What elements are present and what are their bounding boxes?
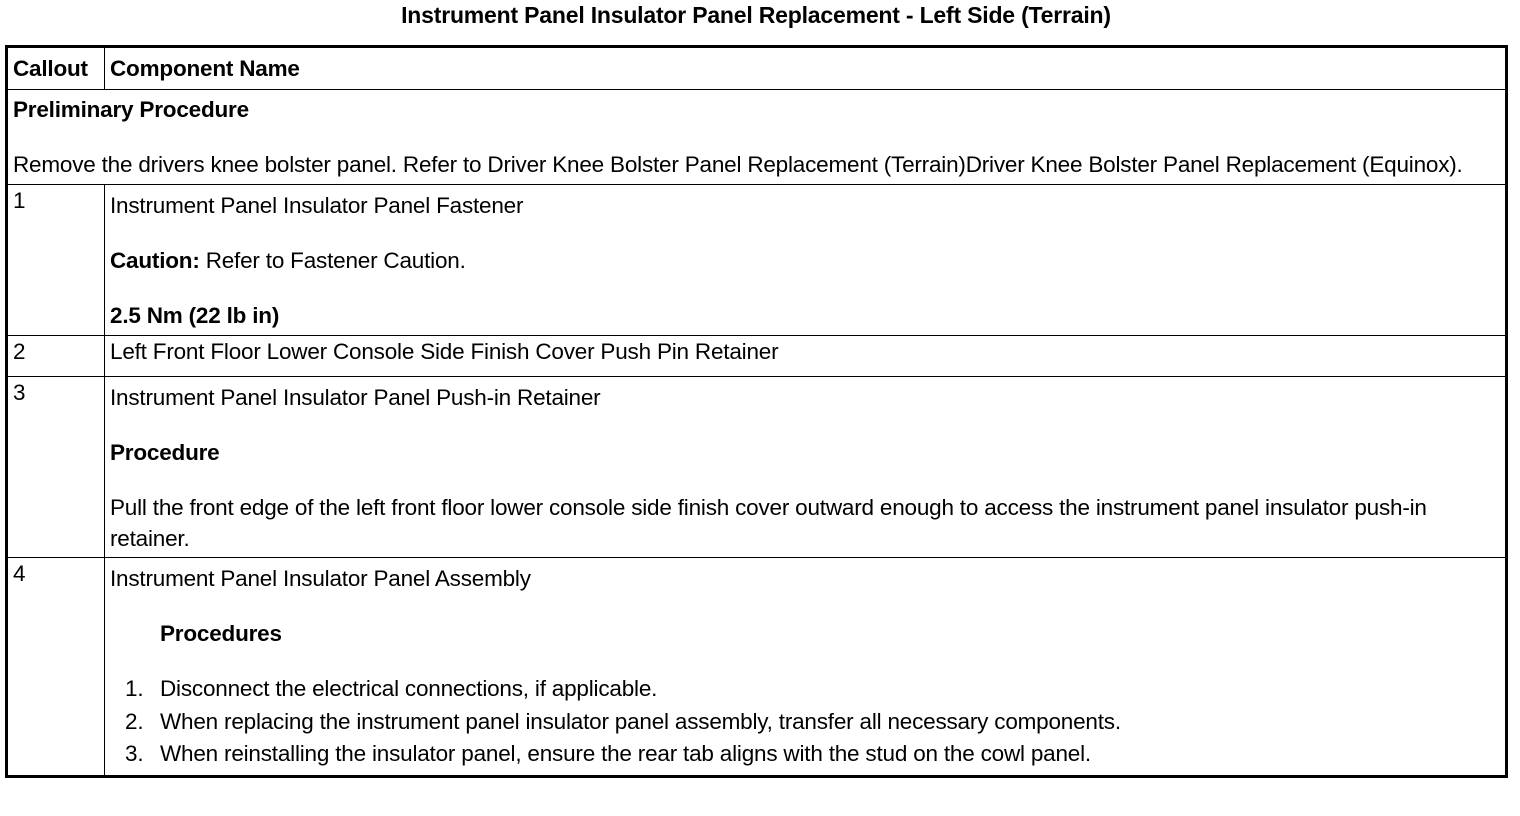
procedure-text: Pull the front edge of the left front floor lower console side finish cover outward enough to access the instrument panel insulator push-in retainer. — [110, 495, 1427, 551]
procedure-step — [110, 738, 1500, 771]
page-title: Instrument Panel Insulator Panel Replacement - Left Side (Terrain) — [401, 2, 1111, 28]
caution-text: Refer to Fastener Caution. — [199, 248, 466, 273]
table-header-row — [7, 47, 1507, 90]
procedure-steps-list — [110, 673, 1500, 771]
caution-label: Caution — [110, 248, 193, 273]
component-cell — [105, 558, 1507, 777]
procedure-step — [110, 673, 1500, 706]
procedures-heading: Procedures — [160, 621, 282, 646]
preliminary-procedure-row — [7, 90, 1507, 185]
step-text: When replacing the instrument panel insulator panel assembly, transfer all necessary components. — [160, 708, 1121, 734]
callout-column-header: Callout — [7, 47, 105, 90]
table-row — [7, 185, 1507, 336]
component-name: Instrument Panel Insulator Panel Push-in Retainer — [110, 385, 601, 410]
step-text: When reinstalling the insulator panel, ensure the rear tab aligns with the stud on the cowl panel. — [160, 741, 1091, 766]
caution-separator: : — [192, 248, 200, 273]
component-name: Left Front Floor Lower Console Side Finish Cover Push Pin Retainer — [105, 336, 1507, 377]
preliminary-procedure-text: Remove the drivers knee bolster panel. Refer to Driver Knee Bolster Panel Replacement (Terrain)Driver Knee Bolster Panel Replacement (Equinox). — [13, 152, 1463, 177]
component-table — [5, 45, 1508, 778]
component-name: Instrument Panel Insulator Panel Assembly — [110, 566, 531, 591]
callout-number: 4 — [7, 558, 105, 777]
table-row — [7, 377, 1507, 558]
torque-spec: 2.5 Nm (22 lb in) — [110, 303, 280, 328]
step-text: Disconnect the electrical connections, if applicable. — [160, 676, 658, 701]
component-cell — [105, 377, 1507, 558]
preliminary-procedure-cell — [7, 90, 1507, 185]
procedure-step — [110, 706, 1500, 739]
callout-number: 1 — [7, 185, 105, 336]
table-row — [7, 558, 1507, 777]
callout-number: 3 — [7, 377, 105, 558]
table-row — [7, 336, 1507, 377]
callout-number: 2 — [7, 336, 105, 377]
step-number: 2. — [125, 708, 144, 734]
caution-note — [110, 245, 1500, 276]
procedure-heading: Procedure — [110, 440, 220, 465]
component-name: Instrument Panel Insulator Panel Fastener — [110, 193, 524, 218]
step-number: 1. — [125, 676, 144, 701]
preliminary-procedure-heading: Preliminary Procedure — [13, 97, 249, 122]
step-number: 3. — [125, 741, 144, 766]
component-cell — [105, 185, 1507, 336]
component-name-column-header: Component Name — [105, 47, 1507, 90]
